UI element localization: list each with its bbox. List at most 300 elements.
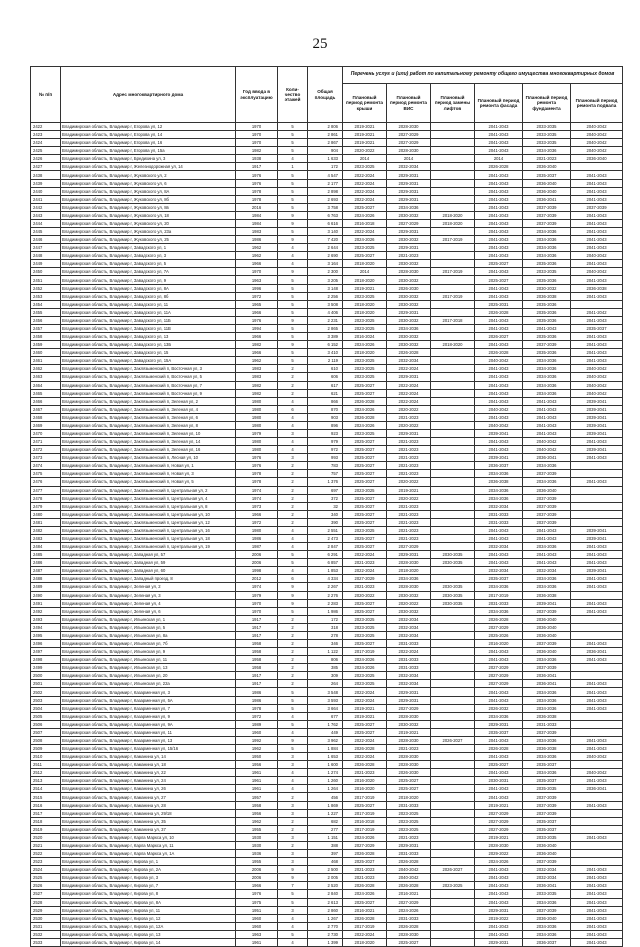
cell-basement-period (571, 793, 623, 801)
cell-lift-period (431, 809, 475, 817)
cell-area: 3 410 (308, 349, 343, 357)
table-row (31, 777, 623, 785)
cell-roof-period: 2022-2024 (343, 736, 387, 744)
cell-roof-period: 2027-2029 (343, 841, 387, 849)
cell-lift-period (431, 720, 475, 728)
cell-roof-period: 2027-2029 (343, 575, 387, 583)
cell-year: 1979 (236, 429, 278, 437)
cell-floors: 3 (278, 801, 308, 809)
cell-facade-period: 2041-2043 (475, 365, 523, 373)
cell-foundation-period: 2033-2035 (523, 833, 571, 841)
cell-num: 2470 (31, 429, 61, 437)
cell-roof-period: 2026-2028 (343, 413, 387, 421)
cell-basement-period (571, 817, 623, 825)
table-row (31, 510, 623, 518)
cell-foundation-period: 2037-2039 (523, 494, 571, 502)
table-row (31, 284, 623, 292)
cell-facade-period: 2041-2043 (475, 785, 523, 793)
table-row (31, 187, 623, 195)
cell-foundation-period: 2041-2043 (523, 397, 571, 405)
cell-roof-period: 2025-2027 (343, 728, 387, 736)
cell-vis-period: 2030-2032 (387, 276, 431, 284)
cell-roof-period: 2024-2026 (343, 236, 387, 244)
cell-floors: 5 (278, 324, 308, 332)
cell-vis-period: 2021-2023 (387, 534, 431, 542)
cell-lift-period (431, 518, 475, 526)
cell-address: Владимирская область, Владимир г, Зеленая ул, 3 (61, 591, 236, 599)
cell-basement-period (571, 841, 623, 849)
cell-address: Владимирская область, Владимир г, Заклязьменский п, Зеленая ул, 2 (61, 397, 236, 405)
cell-foundation-period: 2037-2039 (523, 203, 571, 211)
cell-area: 264 (308, 680, 343, 688)
cell-floors: 2 (278, 470, 308, 478)
cell-facade-period: 2041-2043 (475, 147, 523, 155)
cell-lift-period (431, 155, 475, 163)
cell-vis-period: 2032-2034 (387, 680, 431, 688)
cell-year: 1970 (236, 131, 278, 139)
cell-address: Владимирская область, Владимир г, Заклязьменский п, Восточная ул, 5 (61, 373, 236, 381)
table-row (31, 567, 623, 575)
cell-year: 1970 (236, 607, 278, 615)
cell-vis-period: 2031-2033 (387, 801, 431, 809)
cell-foundation-period: 2030-2032 (523, 284, 571, 292)
cell-lift-period (431, 454, 475, 462)
cell-area: 1 653 (308, 753, 343, 761)
cell-facade-period: 2025-2027 (475, 260, 523, 268)
cell-facade-period: 2025-2027 (475, 276, 523, 284)
cell-year: 1980 (236, 413, 278, 421)
cell-vis-period: 2022-2024 (387, 365, 431, 373)
cell-year: 1976 (236, 316, 278, 324)
cell-vis-period: 2021-2023 (387, 510, 431, 518)
cell-area: 3 140 (308, 228, 343, 236)
table-header (31, 67, 623, 123)
cell-foundation-period: 2036-2041 (523, 882, 571, 890)
cell-vis-period: 2022-2024 (387, 648, 431, 656)
cell-basement-period: 2039-2041 (571, 429, 623, 437)
cell-foundation-period: 2037-2039 (523, 858, 571, 866)
cell-roof-period: 2018-2020 (343, 276, 387, 284)
cell-address: Владимирская область, Владимир г, Завадского ул, 7А (61, 268, 236, 276)
cell-year: 1980 (236, 446, 278, 454)
cell-year: 1983 (236, 365, 278, 373)
cell-address: Владимирская область, Владимир г, Кирова ул, 2А (61, 866, 236, 874)
cell-floors: 9 (278, 268, 308, 276)
cell-floors: 2 (278, 623, 308, 631)
cell-address: Владимирская область, Владимир г, Завадского ул, 15 (61, 349, 236, 357)
cell-floors: 5 (278, 171, 308, 179)
cell-vis-period: 2020-2022 (387, 421, 431, 429)
cell-roof-period: 2023-2025 (343, 244, 387, 252)
cell-vis-period: 2027-2029 (387, 131, 431, 139)
cell-num: 2471 (31, 438, 61, 446)
cell-foundation-period: 2036-2038 (523, 712, 571, 720)
cell-year: 2006 (236, 866, 278, 874)
cell-area: 1 633 (308, 155, 343, 163)
cell-lift-period (431, 244, 475, 252)
cell-year: 1962 (236, 817, 278, 825)
cell-address: Владимирская область, Владимир г, Заклязьменский п, Центральная ул, 2 (61, 486, 236, 494)
cell-lift-period: 2023-2025 (431, 882, 475, 890)
cell-num: 2522 (31, 850, 61, 858)
table-row (31, 211, 623, 219)
cell-year: 1961 (236, 769, 278, 777)
cell-num: 2507 (31, 728, 61, 736)
cell-num: 2519 (31, 825, 61, 833)
table-row (31, 543, 623, 551)
cell-area: 1 762 (308, 720, 343, 728)
cell-lift-period (431, 389, 475, 397)
cell-basement-period: 2041-2043 (571, 704, 623, 712)
cell-basement-period: 2041-2043 (571, 583, 623, 591)
table-row (31, 494, 623, 502)
cell-lift-period (431, 123, 475, 131)
table-row (31, 389, 623, 397)
cell-lift-period (431, 785, 475, 793)
cell-roof-period: 2025-2027 (343, 543, 387, 551)
cell-floors: 5 (278, 228, 308, 236)
cell-area: 340 (308, 510, 343, 518)
cell-vis-period: 2029-2031 (387, 308, 431, 316)
cell-address: Владимирская область, Владимир г, Жуковского ул, 6 (61, 179, 236, 187)
cell-area: 3 548 (308, 688, 343, 696)
cell-floors: 2 (278, 825, 308, 833)
table-row (31, 333, 623, 341)
cell-vis-period: 2029-2031 (387, 187, 431, 195)
cell-address: Владимирская область, Владимир г, Заклязьменский п, Новая ул, 3 (61, 470, 236, 478)
cell-basement-period: 2041-2043 (571, 930, 623, 938)
cell-floors: 5 (278, 300, 308, 308)
cell-foundation-period: 2036-2038 (523, 292, 571, 300)
cell-area: 2 520 (308, 882, 343, 890)
cell-roof-period: 2016-2018 (343, 817, 387, 825)
cell-floors: 3 (278, 809, 308, 817)
cell-year: 1980 (236, 397, 278, 405)
cell-floors: 4 (278, 543, 308, 551)
cell-year: 2016 (236, 203, 278, 211)
cell-year: 1958 (236, 648, 278, 656)
cell-year: 1961 (236, 938, 278, 946)
cell-lift-period (431, 543, 475, 551)
cell-foundation-period: 2036-2040 (523, 841, 571, 849)
cell-basement-period (571, 494, 623, 502)
cell-facade-period: 2039-2041 (475, 454, 523, 462)
cell-roof-period: 2021-2023 (343, 769, 387, 777)
cell-vis-period: 2027-2029 (387, 139, 431, 147)
cell-roof-period: 2023-2025 (343, 623, 387, 631)
table-row (31, 591, 623, 599)
cell-foundation-period: 2041-2043 (523, 559, 571, 567)
cell-num: 2506 (31, 720, 61, 728)
cell-basement-period: 2041-2043 (571, 195, 623, 203)
cell-foundation-period: 2036-2040 (523, 615, 571, 623)
cell-vis-period: 2018-2020 (387, 793, 431, 801)
cell-area: 3 758 (308, 203, 343, 211)
table-row (31, 696, 623, 704)
cell-year: 1980 (236, 526, 278, 534)
cell-area: 1 122 (308, 648, 343, 656)
cell-num: 2513 (31, 777, 61, 785)
cell-basement-period: 2041-2043 (571, 244, 623, 252)
cell-foundation-period: 2036-2040 (523, 179, 571, 187)
cell-basement-period (571, 672, 623, 680)
cell-area: 1 884 (308, 745, 343, 753)
cell-lift-period (431, 793, 475, 801)
cell-basement-period: 2041-2043 (571, 179, 623, 187)
table-row (31, 672, 623, 680)
cell-address: Владимирская область, Владимир г, Заклязьменский п, Лесная ул, 10 (61, 454, 236, 462)
cell-num: 2518 (31, 817, 61, 825)
cell-year: 1982 (236, 341, 278, 349)
cell-basement-period: 2041-2043 (571, 906, 623, 914)
cell-roof-period: 2025-2027 (343, 203, 387, 211)
table-row (31, 874, 623, 882)
table-row (31, 785, 623, 793)
cell-facade-period: 2029-2022 (475, 850, 523, 858)
cell-address: Владимирская область, Владимир г, Заклязьменский п, Зеленая ул, 14 (61, 438, 236, 446)
cell-facade-period: 2014 (475, 155, 523, 163)
cell-lift-period: 2017-2019 (431, 292, 475, 300)
cell-address: Владимирская область, Владимир г, Завадского ул, 11Б (61, 316, 236, 324)
cell-area: 617 (308, 381, 343, 389)
cell-roof-period: 2025-2027 (343, 478, 387, 486)
cell-num: 2468 (31, 413, 61, 421)
cell-vis-period: 2026-2028 (387, 858, 431, 866)
cell-address: Владимирская область, Владимир г, Ильинская ул, 9 (61, 648, 236, 656)
cell-facade-period: 2041-2043 (475, 284, 523, 292)
table-row (31, 357, 623, 365)
cell-lift-period (431, 308, 475, 316)
cell-num: 2472 (31, 446, 61, 454)
table-row (31, 664, 623, 672)
cell-basement-period: 2041-2043 (571, 922, 623, 930)
cell-address: Владимирская область, Владимир г, Заклязьменский п, Восточная ул, 3 (61, 365, 236, 373)
cell-area: 1 853 (308, 567, 343, 575)
table-row (31, 397, 623, 405)
cell-roof-period: 2017-2019 (343, 825, 387, 833)
cell-floors: 5 (278, 559, 308, 567)
cell-num: 2442 (31, 203, 61, 211)
cell-num: 2524 (31, 866, 61, 874)
cell-area: 2 693 (308, 195, 343, 203)
cell-vis-period: 2029-2031 (387, 551, 431, 559)
cell-foundation-period: 2036-2040 (523, 914, 571, 922)
cell-address: Владимирская область, Владимир г, Каманина ул, 22 (61, 769, 236, 777)
cell-area: 1 260 (308, 777, 343, 785)
cell-basement-period: 2041-2043 (571, 228, 623, 236)
cell-facade-period: 2041-2043 (475, 688, 523, 696)
cell-floors: 5 (278, 333, 308, 341)
cell-area: 172 (308, 163, 343, 171)
cell-roof-period: 2025-2027 (343, 446, 387, 454)
cell-lift-period (431, 930, 475, 938)
cell-vis-period: 2027-2029 (387, 219, 431, 227)
cell-roof-period: 2024-2026 (343, 211, 387, 219)
cell-roof-period: 2025-2027 (343, 381, 387, 389)
cell-lift-period (431, 712, 475, 720)
cell-foundation-period: 2034-2036 (523, 930, 571, 938)
cell-roof-period: 2025-2027 (343, 502, 387, 510)
cell-num: 2487 (31, 567, 61, 575)
cell-basement-period: 2041-2043 (571, 914, 623, 922)
cell-num: 2533 (31, 938, 61, 946)
table-row (31, 429, 623, 437)
cell-floors: 3 (278, 858, 308, 866)
cell-area: 372 (308, 494, 343, 502)
cell-roof-period: 2024-2026 (343, 833, 387, 841)
cell-lift-period (431, 171, 475, 179)
cell-basement-period: 2040-2042 (571, 373, 623, 381)
cell-floors: 5 (278, 292, 308, 300)
cell-address: Владимирская область, Владимир г, Заклязьменский п, Зеленая ул, 8 (61, 421, 236, 429)
cell-num: 2495 (31, 631, 61, 639)
cell-roof-period: 2016-2021 (343, 906, 387, 914)
cell-facade-period: 2041-2043 (475, 397, 523, 405)
cell-lift-period (431, 914, 475, 922)
cell-address: Владимирская область, Владимир г, Западная ул, 57 (61, 551, 236, 559)
cell-basement-period: 2039-2041 (571, 397, 623, 405)
cell-lift-period (431, 817, 475, 825)
cell-floors: 5 (278, 720, 308, 728)
cell-area: 2 551 (308, 526, 343, 534)
cell-vis-period: 2028-2030 (387, 930, 431, 938)
cell-basement-period: 2040-2042 (571, 252, 623, 260)
table-row (31, 906, 623, 914)
table-row (31, 858, 623, 866)
cell-year: 1976 (236, 454, 278, 462)
cell-facade-period: 2041-2043 (475, 866, 523, 874)
cell-area: 972 (308, 446, 343, 454)
cell-vis-period: 2029-2031 (387, 688, 431, 696)
cell-vis-period: 2028-2030 (387, 583, 431, 591)
cell-floors: 5 (278, 195, 308, 203)
cell-num: 2450 (31, 268, 61, 276)
cell-year: 1960 (236, 914, 278, 922)
cell-area: 2 177 (308, 179, 343, 187)
cell-basement-period (571, 591, 623, 599)
cell-num: 2454 (31, 300, 61, 308)
cell-area: 4 334 (308, 575, 343, 583)
cell-lift-period (431, 623, 475, 631)
table-row (31, 793, 623, 801)
cell-num: 2446 (31, 236, 61, 244)
cell-area: 697 (308, 486, 343, 494)
table-row (31, 163, 623, 171)
cell-vis-period: 2027-2029 (387, 898, 431, 906)
cell-roof-period: 2024-2026 (343, 421, 387, 429)
cell-floors: 3 (278, 753, 308, 761)
cell-roof-period: 2023-2025 (343, 526, 387, 534)
cell-facade-period: 2031-2033 (475, 518, 523, 526)
cell-roof-period: 2025-2027 (343, 438, 387, 446)
cell-num: 2520 (31, 833, 61, 841)
cell-foundation-period: 2035-2036 (523, 276, 571, 284)
cell-vis-period: 2026-2030 (387, 284, 431, 292)
cell-num: 2426 (31, 155, 61, 163)
cell-lift-period (431, 486, 475, 494)
cell-num: 2494 (31, 623, 61, 631)
cell-basement-period: 2041-2043 (571, 551, 623, 559)
cell-roof-period: 2023-2025 (343, 292, 387, 300)
cell-basement-period: 2040-2042 (571, 365, 623, 373)
cell-floors: 5 (278, 688, 308, 696)
cell-roof-period: 2025-2027 (343, 599, 387, 607)
table-row (31, 769, 623, 777)
cell-num: 2444 (31, 219, 61, 227)
cell-roof-period: 2023-2025 (343, 680, 387, 688)
cell-year: 1972 (236, 518, 278, 526)
cell-year: 1982 (236, 389, 278, 397)
cell-lift-period (431, 745, 475, 753)
cell-year: 1986 (236, 534, 278, 542)
cell-year: 2012 (236, 575, 278, 583)
cell-year: 1992 (236, 736, 278, 744)
cell-facade-period: 2026-2028 (475, 745, 523, 753)
cell-basement-period: 2035-2037 (571, 324, 623, 332)
cell-foundation-period: 2036-2040 (523, 631, 571, 639)
cell-area: 385 (308, 664, 343, 672)
cell-address: Владимирская область, Владимир г, Завадского ул, 13Б (61, 341, 236, 349)
cell-facade-period: 2027-2029 (475, 672, 523, 680)
cell-vis-period: 2029-2031 (387, 373, 431, 381)
cell-year: 1984 (236, 211, 278, 219)
table-row (31, 841, 623, 849)
cell-area: 1 151 (308, 833, 343, 841)
cell-roof-period: 2023-2025 (343, 631, 387, 639)
cell-foundation-period: 2034-2036 (523, 478, 571, 486)
cell-roof-period: 2021-2023 (343, 866, 387, 874)
cell-foundation-period: 2034-2036 (523, 769, 571, 777)
cell-address: Владимирская область, Владимир г, Завадского ул, 11В (61, 324, 236, 332)
cell-area: 1 600 (308, 761, 343, 769)
cell-area: 923 (308, 429, 343, 437)
cell-area: 6 152 (308, 341, 343, 349)
table-row (31, 228, 623, 236)
cell-num: 2453 (31, 292, 61, 300)
cell-basement-period: 2041-2043 (571, 656, 623, 664)
cell-foundation-period: 2034-2036 (523, 696, 571, 704)
cell-year: 1958 (236, 801, 278, 809)
cell-vis-period: 2030-2032 (387, 316, 431, 324)
cell-floors: 4 (278, 712, 308, 720)
cell-floors: 4 (278, 260, 308, 268)
cell-facade-period: 2025-2027 (475, 761, 523, 769)
cell-foundation-period: 2037-2039 (523, 664, 571, 672)
cell-num: 2477 (31, 486, 61, 494)
cell-basement-period: 2039-2041 (571, 446, 623, 454)
cell-floors: 3 (278, 850, 308, 858)
cell-facade-period: 2031-2033 (475, 510, 523, 518)
cell-num: 2502 (31, 688, 61, 696)
cell-address: Владимирская область, Владимир г, Завадского ул, 8А (61, 284, 236, 292)
cell-lift-period (431, 680, 475, 688)
cell-address: Владимирская область, Владимир г, Каманина ул, 24 (61, 777, 236, 785)
cell-foundation-period: 2036-2041 (523, 454, 571, 462)
cell-address: Владимирская область, Владимир г, Казарменная ул, 7 (61, 704, 236, 712)
cell-roof-period: 2022-2024 (343, 930, 387, 938)
cell-address: Владимирская область, Владимир г, Заклязьменский п, Центральная ул, 19 (61, 543, 236, 551)
cell-facade-period: 2027-2029 (475, 623, 523, 631)
cell-basement-period: 2041-2043 (571, 745, 623, 753)
cell-year: 1986 (236, 696, 278, 704)
cell-vis-period: 2023-2025 (387, 809, 431, 817)
cell-roof-period: 2024-2026 (343, 405, 387, 413)
cell-year: 1962 (236, 357, 278, 365)
cell-area: 2 806 (308, 123, 343, 131)
cell-facade-period: 2025-2031 (475, 300, 523, 308)
cell-roof-period: 2014 (343, 155, 387, 163)
cell-address: Владимирская область, Владимир г, Кирова ул, 12 (61, 914, 236, 922)
